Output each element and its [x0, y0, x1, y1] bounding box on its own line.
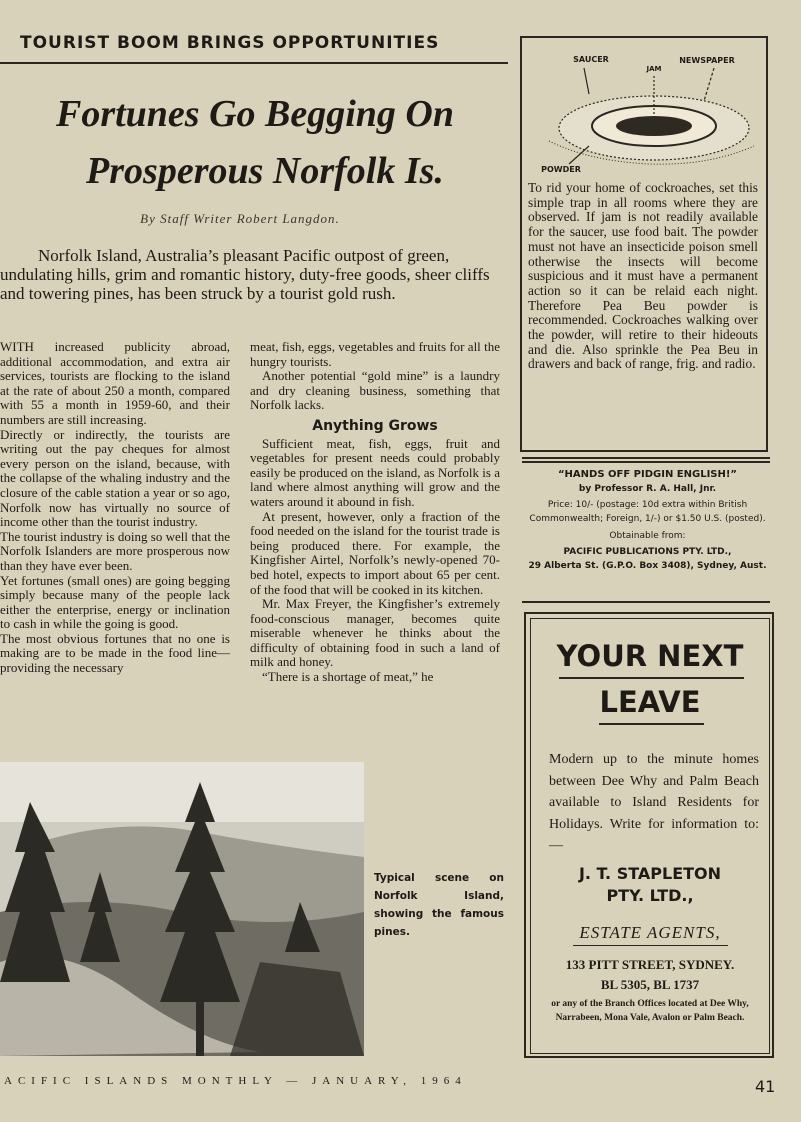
ad-body: Modern up to the minute homes between Dee Why and Palm Beach available to Island Residents for Holidays. Write for information to:—: [549, 752, 759, 853]
footer-publication: ACIFIC ISLANDS MONTHLY — JANUARY, 1964: [4, 1075, 467, 1087]
book-title: “HANDS OFF PIDGIN ENGLISH!”: [557, 469, 737, 480]
firm-name: J. T. STAPLETON: [578, 864, 722, 883]
newspaper-label: NEWSPAPER: [679, 56, 735, 65]
saucer-label: SAUCER: [573, 55, 609, 64]
street-address: 133 PITT STREET, SYDNEY.: [565, 957, 735, 972]
article-paragraph: meat, fish, eggs, vegetables and fruits for all the hungry tourists.: [250, 339, 500, 369]
book-availability: Obtainable from:: [609, 531, 686, 541]
pidgin-book-ad: [520, 468, 775, 573]
ad-heading-rule: [599, 723, 704, 725]
trap-diagram: [529, 46, 761, 181]
section-rule: [0, 62, 508, 64]
subheading: Anything Grows: [312, 417, 438, 434]
byline: By Staff Writer Robert Langdon.: [140, 211, 340, 226]
article-paragraph: Yet fortunes (small ones) are going begging simply because many of the people lack either the enterprise, energy or inclination to cash in while the going is good.: [0, 572, 230, 632]
publisher-name: PACIFIC PUBLICATIONS PTY. LTD.,: [563, 547, 732, 557]
article-paragraph: Sufficient meat, fish, eggs, fruit and vegetables for present needs could probably easily be produced on the island, as Norfolk is a land where almost anything will grow and the waters around it abound in fish.: [250, 435, 500, 509]
firm-name-suffix: PTY. LTD.,: [606, 886, 694, 905]
section-title: TOURIST BOOM BRINGS OPPORTUNITIES: [20, 33, 440, 53]
ad-heading-line1: YOUR NEXT: [556, 639, 744, 673]
book-price: Price: 10/- (postage: 10d extra within British Commonwealth; Foreign, 1/-) or $1.50 U.S. (posted).: [529, 500, 766, 524]
article-paragraph: The tourist industry is doing so well that the Norfolk Islanders are more prosperous now than they have ever been.: [0, 528, 230, 573]
publisher-address: 29 Alberta St. (G.P.O. Box 3408), Sydney, Aust.: [528, 561, 767, 571]
article-paragraph: “There is a shortage of meat,” he: [262, 669, 434, 685]
article-paragraph: The most obvious fortunes that no one is making are to be made in the food line—providing the necessary: [0, 630, 230, 676]
powder-label: POWDER: [541, 165, 581, 174]
ad-heading-line2: LEAVE: [599, 685, 701, 719]
branch-offices: or any of the Branch Offices located at Dee Why, Narrabeen, Mona Vale, Avalon or Palm Beach.: [551, 999, 749, 1023]
jam-label: JAM: [646, 65, 662, 73]
firm-type: ESTATE AGENTS,: [579, 923, 721, 942]
headline-line1: Fortunes Go Begging On: [55, 93, 455, 135]
ad-heading-rule: [559, 677, 744, 679]
article-paragraph: Directly or indirectly, the tourists are writing out the pay cheques for almost every person on the island, because, with the collapse of the whaling industry and the closure of the cable station a year or so ago, Norfolk now has virtually no source of income other than the tourist industry.: [0, 426, 230, 530]
article-paragraph: Another potential “gold mine” is a laundry and dry cleaning business, something that Norfolk lacks.: [250, 368, 500, 413]
article-paragraph: WITH increased publicity abroad, additional accommodation, and extra air services, tourists are flocking to the island at the rate of about 250 a month, compared with 55 a month in 1959-60, and their numbers are still increasing.: [0, 339, 230, 427]
headline-line2: Prosperous Norfolk Is.: [86, 150, 444, 192]
cockroach-trap-text: To rid your home of cockroaches, set this simple trap in all rooms where they are observed. If jam is not readily available for the saucer, use food bait. The powder must not have an insecticide poison smell otherwise the insects will become suspicious and it must have a permanent action so it can be relaid each night. Therefore Pea Beu powder is recommended. Cockroaches walking over the powder, will retire to their hideouts and die. Also sprinkle the Pea Beu in drawers and back of range, frig. and radio.: [528, 180, 758, 372]
article-column-1: [0, 340, 230, 676]
stapleton-ad-box: [524, 612, 774, 1058]
divider: [522, 461, 770, 463]
norfolk-pines-photo: [0, 762, 364, 1056]
article-column-2: [250, 340, 500, 685]
book-author: by Professor R. A. Hall, Jnr.: [578, 484, 717, 494]
ad-rule: [573, 945, 728, 946]
photo-caption: Typical scene on Norfolk Island, showing the famous pines.: [374, 872, 504, 938]
page-number: 41: [755, 1077, 776, 1096]
article-paragraph: At present, however, only a fraction of the food needed on the island for the tourist trade is being produced there. For example, the Kingfisher Airtel, Norfolk’s newly-opened 70-bed hotel, expects to import about 65 per cent. of the food that will be cooked in its kitchen.: [250, 508, 500, 597]
phone-numbers: BL 5305, BL 1737: [600, 977, 700, 992]
cockroach-trap-box: [520, 36, 768, 452]
intro-paragraph: Norfolk Island, Australia’s pleasant Pacific outpost of green, undulating hills, grim and romantic history, duty-free goods, sheer cliffs and towering pines, has been struck by a tourist gold rush.: [0, 246, 490, 303]
divider: [522, 601, 770, 603]
firm-address: [531, 955, 769, 995]
article-paragraph: Mr. Max Freyer, the Kingfisher’s extremely food-conscious manager, becomes quite miserable whenever he thinks about the difficulty of obtaining food in such a land of milk and honey.: [250, 596, 500, 670]
divider: [522, 457, 770, 459]
ad-inner-frame: [530, 618, 770, 1054]
